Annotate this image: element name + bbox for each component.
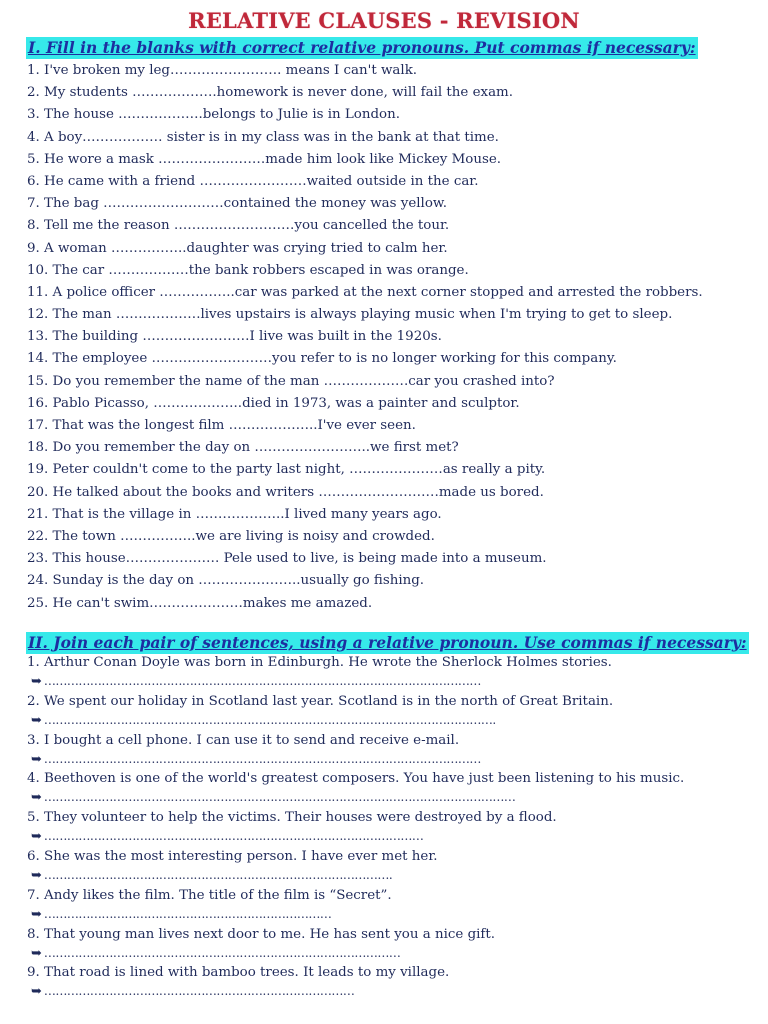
combine-item <box>27 847 757 886</box>
combine-prompt: 4. Beethoven is one of the world's greatest composers. You have just been listening to his music. <box>27 771 685 787</box>
answer-line <box>27 751 757 770</box>
exercise-item: 3. The house ……………….belongs to Julie is in London. <box>27 107 401 123</box>
exercise-item: 13. The building ……………………I live was built in the 1920s. <box>27 329 442 345</box>
combine-item <box>27 769 757 808</box>
exercise-item: 14. The employee ………………………you refer to is no longer working for this company. <box>27 351 617 367</box>
answer-dots: ……………………………………………………………………………………… <box>43 829 424 844</box>
section-1-heading: I. Fill in the blanks with correct relative pronouns. Put commas if necessary: <box>28 38 696 57</box>
combine-item <box>27 808 757 847</box>
arrow-icon: ➥ <box>31 674 42 689</box>
combine-prompt: 3. I bought a cell phone. I can use it to send and receive e-mail. <box>27 732 460 748</box>
arrow-icon: ➥ <box>31 751 42 767</box>
combine-item <box>27 692 757 731</box>
exercise-item: 17. That was the longest film ………………..I've ever seen. <box>27 418 416 433</box>
answer-line <box>27 983 757 1002</box>
exercise-item: 25. He can't swim…………………makes me amazed. <box>27 595 373 611</box>
arrow-icon: ➥ <box>31 867 42 883</box>
combine-item <box>27 963 757 1002</box>
worksheet-title: RELATIVE CLAUSES - REVISION <box>188 8 580 33</box>
arrow-icon: ➥ <box>31 712 42 728</box>
combine-item <box>27 925 757 964</box>
exercise-item: 1. I've broken my leg……………………. means I can't walk. <box>27 63 418 78</box>
combine-prompt: 9. That road is lined with bamboo trees. It leads to my village. <box>27 965 450 981</box>
exercise-item: 24. Sunday is the day on …………………..usually go fishing. <box>27 573 425 589</box>
answer-line <box>27 945 757 964</box>
answer-dots: …………………………………………………………………………………………………………… <box>43 790 516 805</box>
combine-prompt: 2. We spent our holiday in Scotland last year. Scotland is in the north of Great Britain. <box>27 693 614 709</box>
exercise-item: 12. The man ……………….lives upstairs is always playing music when I'm trying to get to sleep. <box>27 307 673 323</box>
answer-line <box>27 712 757 731</box>
arrow-icon: ➥ <box>31 906 42 922</box>
combine-prompt: 7. Andy likes the film. The title of the film is “Secret”. <box>27 887 392 903</box>
arrow-icon: ➥ <box>31 945 42 961</box>
combine-prompt: 8. That young man lives next door to me. He has sent you a nice gift. <box>27 926 496 942</box>
answer-line <box>27 789 757 808</box>
exercise-item: 22. The town ……………..we are living is noisy and crowded. <box>27 528 435 544</box>
answer-dots: ………………………………………………………………………………. <box>43 867 393 882</box>
section-2-heading: II. Join each pair of sentences, using a relative pronoun. Use commas if necessary: <box>28 633 747 652</box>
combine-item <box>27 653 757 692</box>
exercise-item: 21. That is the village in ………………..I lived many years ago. <box>27 506 442 522</box>
answer-dots: …………………………………………………………………………………………………… <box>43 674 481 688</box>
answer-dots: …………………………………………………………………………………………………… <box>43 751 481 766</box>
exercise-item: 2. My students ……………….homework is never done, will fail the exam. <box>27 85 514 101</box>
arrow-icon: ➥ <box>31 790 42 806</box>
answer-dots: ………………………………………………………………………………… <box>43 945 401 960</box>
answer-line <box>27 906 757 925</box>
sentence-combining-list <box>27 653 757 1002</box>
answer-line <box>27 673 757 692</box>
exercise-item: 23. This house………………… Pele used to live, is being made into a museum. <box>27 551 547 567</box>
exercise-item: 15. Do you remember the name of the man ……………….car you crashed into? <box>27 373 555 389</box>
fill-blank-list <box>27 60 757 615</box>
answer-dots: ……………………………………………………………………… <box>43 984 355 999</box>
combine-prompt: 5. They volunteer to help the victims. Their houses were destroyed by a flood. <box>27 810 557 826</box>
exercise-item: 20. He talked about the books and writers ………………………made us bored. <box>27 484 544 500</box>
answer-dots: ………………………………………………………………………………………………………. <box>43 712 496 727</box>
answer-line <box>27 867 757 886</box>
exercise-item: 16. Pablo Picasso, ………………..died in 1973, was a painter and sculptor. <box>27 395 520 411</box>
combine-prompt: 6. She was the most interesting person. I have ever met her. <box>27 848 438 864</box>
exercise-item: 18. Do you remember the day on ……………………..we first met? <box>27 440 459 456</box>
exercise-item: 5. He wore a mask ……………………made him look like Mickey Mouse. <box>27 151 502 167</box>
exercise-item: 6. He came with a friend ……………………waited outside in the car. <box>27 173 479 189</box>
combine-item <box>27 731 757 770</box>
arrow-icon: ➥ <box>31 984 42 1000</box>
exercise-item: 4. A boy……………… sister is in my class was in the bank at that time. <box>27 129 499 145</box>
exercise-item: 19. Peter couldn't come to the party last night, …………………as really a pity. <box>27 462 546 478</box>
exercise-item: 9. A woman ……………..daughter was crying tried to calm her. <box>27 240 448 256</box>
exercise-item: 11. A police officer ……………..car was parked at the next corner stopped and arrested the robbers. <box>27 284 703 300</box>
answer-dots: ………………………………………………………………… <box>43 906 332 921</box>
exercise-item: 8. Tell me the reason ………………………you cancelled the tour. <box>27 218 450 234</box>
exercise-item: 10. The car ………………the bank robbers escaped in was orange. <box>27 262 469 278</box>
combine-item <box>27 886 757 925</box>
answer-line <box>27 828 757 847</box>
arrow-icon: ➥ <box>31 829 42 845</box>
exercise-item: 7. The bag ………………………contained the money was yellow. <box>27 196 448 212</box>
combine-prompt: 1. Arthur Conan Doyle was born in Edinburgh. He wrote the Sherlock Holmes stories. <box>27 655 612 670</box>
